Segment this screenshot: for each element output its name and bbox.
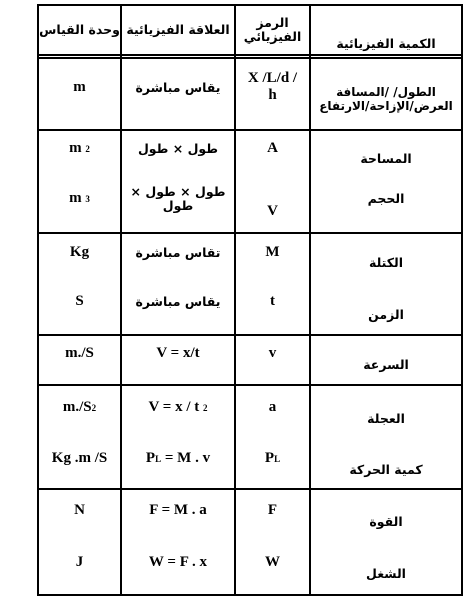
force-relation: F = M . a [149, 502, 207, 519]
area-quantity: المساحة [360, 150, 412, 166]
length-quantity [311, 80, 461, 120]
momentum-relation-p: P [145, 450, 156, 467]
volume-relation-a: طول × طول × [130, 183, 226, 199]
row-divider [37, 488, 463, 490]
volume-relation-b: طول [162, 198, 194, 213]
volume-quantity: الحجم [367, 190, 405, 206]
area-unit-base: m [69, 140, 82, 157]
acceleration-relation-base: V = x / t [148, 399, 200, 416]
mass-symbol: M [265, 244, 280, 261]
time-symbol: t [270, 293, 275, 310]
speed-relation: V = x/t [156, 345, 200, 362]
force-unit: N [74, 502, 85, 519]
row-divider [37, 129, 463, 131]
momentum-symbol: P L [264, 450, 281, 467]
area-relation: طول × طول [137, 140, 219, 156]
length-quantity-a: الطول/ /المسافة [336, 85, 436, 100]
mass-relation: تقاس مباشرة [135, 244, 221, 260]
time-quantity: الزمن [368, 306, 404, 322]
momentum-relation-rest: = M . v [164, 450, 211, 467]
length-symbol [236, 66, 309, 108]
header-symbol-line1: الرمز [256, 14, 289, 30]
row-divider [37, 384, 463, 386]
time-unit: S [75, 293, 84, 310]
header-symbol-line2: الفيزيائي [243, 29, 302, 44]
force-quantity: القوة [369, 513, 403, 529]
volume-unit-base: m [69, 190, 82, 207]
acceleration-unit-base: m./S [62, 399, 92, 416]
mass-quantity: الكتلة [368, 254, 404, 270]
speed-quantity: السرعة [363, 356, 409, 372]
mass-unit: Kg [69, 244, 90, 261]
work-quantity: الشغل [366, 565, 406, 581]
length-relation: يقاس مباشرة [135, 79, 221, 95]
acceleration-relation: V = x / t 2 [148, 399, 208, 416]
header-unit: وحدة القياس [39, 21, 120, 37]
momentum-relation: P L = M . v [145, 450, 211, 467]
speed-unit: m./S [65, 345, 94, 362]
length-unit: m [73, 79, 86, 96]
volume-symbol: V [267, 203, 278, 220]
volume-unit: m 3 [69, 190, 90, 207]
header-relation: العلاقة الفيزيائية [126, 21, 230, 37]
length-symbol-a: X /L/d / [247, 69, 298, 86]
row-divider [37, 334, 463, 336]
row-divider [37, 232, 463, 234]
force-symbol: F [267, 502, 278, 519]
volume-relation [122, 180, 234, 218]
momentum-symbol-p: P [264, 450, 275, 467]
header-quantity: الكمية الفيزيائية [336, 35, 436, 51]
momentum-unit: Kg .m /S [51, 450, 108, 467]
length-symbol-b: h [268, 87, 277, 103]
time-relation: يقاس مباشرة [135, 293, 221, 309]
speed-symbol: v [268, 345, 277, 362]
acceleration-quantity: العجلة [367, 410, 405, 426]
work-unit: J [75, 554, 84, 571]
acceleration-unit: m./S 2 [62, 399, 97, 416]
header-symbol [236, 6, 309, 54]
area-symbol: A [267, 140, 278, 157]
acceleration-symbol: a [268, 399, 277, 416]
work-relation: W = F . x [148, 554, 208, 571]
momentum-quantity: كمية الحركة [349, 461, 423, 477]
work-symbol: W [265, 554, 280, 571]
length-quantity-b: العرض/الإزاحة/الارتفاع [319, 99, 453, 113]
area-unit: m 2 [69, 140, 90, 157]
